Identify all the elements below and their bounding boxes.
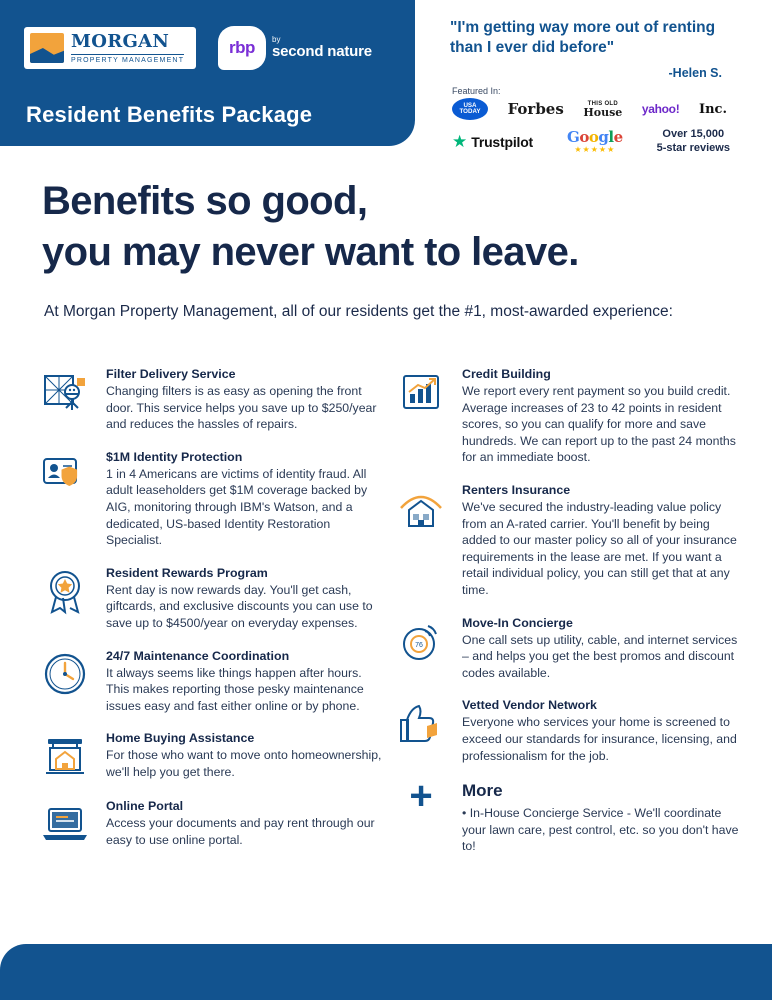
benefit-title: Online Portal [106,799,184,814]
page-title: Resident Benefits Package [26,102,313,127]
benefit-title: Resident Rewards Program [106,565,268,580]
identity-protection-icon [36,449,94,501]
laptop-icon [36,798,94,850]
plus-icon: + [409,774,433,819]
benefit-item [392,697,740,764]
benefit-item [36,366,388,433]
benefit-description: Access your documents and pay rent through our easy to use online portal. [106,816,375,847]
benefit-description: It always seems like things happen after hours. This makes reporting those pesky maintenance issues easy and fast either online or by phone. [106,665,364,713]
this-old-house-logo-icon: THIS OLD House [583,100,623,119]
credit-chart-icon [392,366,450,418]
forbes-logo-icon: Forbes [507,100,564,118]
benefit-title: 24/7 Maintenance Coordination [106,648,290,663]
testimonial-quote: "I'm getting way more out of renting than I ever did before" [450,19,716,57]
press-logos-row-2 [452,128,730,156]
google-stars-icon: ★★★★★ [574,144,616,154]
benefit-item [36,798,388,850]
benefit-item [36,648,388,715]
more-title: More [462,781,503,801]
rbp-mark-label: rbp [229,38,255,57]
benefit-item [392,615,740,682]
headline-line-1: Benefits so good, [42,179,368,223]
benefit-title: Filter Delivery Service [106,367,236,381]
reviews-count: Over 15,000 5-star reviews [656,128,730,154]
benefit-description: For those who want to move onto homeownership, we'll help you get there. [106,748,382,779]
headline-line-2: you may never want to leave. [42,230,579,275]
second-nature-brand-label: second nature [272,43,372,61]
headline [42,176,742,278]
renters-insurance-icon [392,482,450,534]
subheadline: At Morgan Property Management, all of our residents get the #1, most-awarded experience: [44,303,673,320]
google-logo-icon: Google ★★★★★ [567,127,623,154]
usa-today-logo-icon: USA TODAY [452,98,488,120]
benefit-title: Move-In Concierge [462,615,573,630]
benefit-description: Everyone who services your home is screened to exceed our standards for insurance, licensing, and professionalism for the job. [462,715,737,763]
benefits-column-right [392,366,740,855]
benefit-description: 1 in 4 Americans are victims of identity fraud. All adult leaseholders get $1M coverage backed by AIG, monitoring through IBM's Watson, and a dedicated, US-based Identity Restoration Specialist. [106,466,368,548]
yahoo-logo-icon: yahoo! [641,102,680,116]
benefit-description: One call sets up utility, cable, and internet services – and helps you get the best promos and discount codes available. [462,632,738,680]
second-nature-by-label: by [272,34,281,44]
benefit-item [36,730,388,782]
benefit-description: Rent day is now rewards day. You'll get cash, giftcards, and exclusive discounts you can use to save up to $4500/year on everyday expenses. [106,582,373,630]
benefit-item [36,449,388,549]
move-in-concierge-icon [392,615,450,667]
morgan-property-management-logo [24,27,196,69]
benefit-description: We've secured the industry-leading value policy from an A-rated carrier. You'll benefit by being added to our master policy so all of your insurance requirements in the lease are met. If you want a retail individual policy, you can still get that at any time. [462,499,737,597]
clock-icon [36,648,94,700]
trustpilot-label: Trustpilot [471,133,534,150]
benefit-item [392,366,740,466]
rbp-second-nature-logo [218,26,372,70]
trustpilot-logo-icon [452,133,533,150]
filter-delivery-icon [36,366,94,418]
vetted-vendor-icon [392,697,450,749]
rewards-badge-icon [36,565,94,617]
home-buying-icon [36,730,94,782]
logo-company-name: MORGAN [71,30,170,52]
benefit-description: Changing filters is as easy as opening the front door. This service helps you save up to $250/year and reduces the hassles of repairs. [106,384,377,432]
press-logos-row-1 [452,98,727,120]
page-header [0,0,772,164]
header-logos [24,26,372,70]
rbp-badge-icon [218,26,266,70]
star-icon: ★ [452,132,468,152]
more-section [392,774,740,855]
more-description: • In-House Concierge Service - We'll coordinate your lawn care, pest control, etc. so you don't have to! [462,806,739,854]
benefit-description: We report every rent payment so you build credit. Average increases of 23 to 42 points in resident scores, so you can qualify for more and save hundreds. We can report up to the past 24 months for an immediate boost. [462,384,736,465]
benefit-title: Home Buying Assistance [106,731,255,746]
mountain-icon [30,33,64,63]
inc-logo-icon: Inc. [699,101,727,117]
svg-text:76: 76 [415,641,423,649]
testimonial-attribution: -Helen S. [668,66,722,80]
page-footer [0,944,772,1000]
logo-company-subtitle: PROPERTY MANAGEMENT [71,54,184,64]
benefit-item [36,565,388,632]
featured-in-label: Featured In: [452,86,501,96]
benefit-title: Credit Building [462,367,551,381]
benefit-title: $1M Identity Protection [106,449,243,464]
benefit-item [392,482,740,599]
benefits-column-left [36,366,388,866]
benefit-title: Vetted Vendor Network [462,698,597,713]
benefit-title: Renters Insurance [462,482,571,497]
